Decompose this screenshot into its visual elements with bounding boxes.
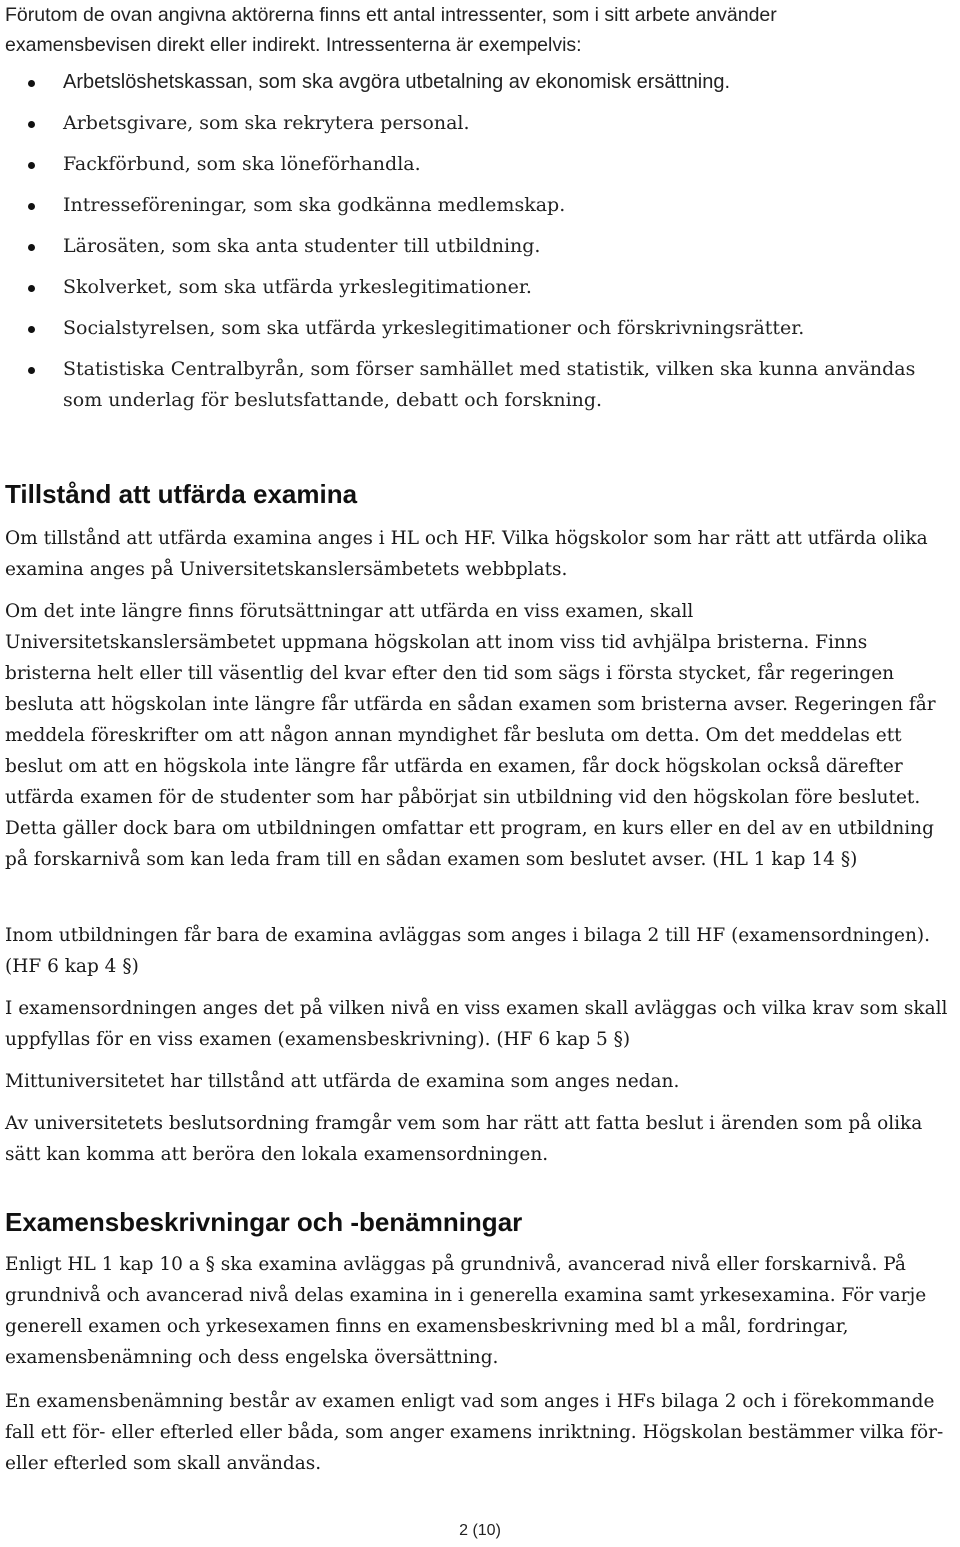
intro-line: Förutom de ovan angivna aktörerna finns ett antal intressenter, som i sitt arbete använder xyxy=(5,4,777,26)
bullet-icon xyxy=(28,326,35,333)
bullet-icon xyxy=(28,285,35,292)
body-paragraph: I examensordningen anges det på vilken nivå en viss examen skall avläggas och vilka krav som skall uppfyllas för en viss examen (examensbeskrivning). (HF 6 kap 5 §) xyxy=(5,998,948,1050)
section-heading: Tillstånd att utfärda examina xyxy=(5,479,358,509)
bullet-icon xyxy=(28,367,35,374)
body-paragraph: Om tillstånd att utfärda examina anges i HL och HF. Vilka högskolor som har rätt att utfärda olika examina anges på Universitetskanslersämbetets webbplats. xyxy=(5,528,928,580)
list-item: Arbetslöshetskassan, som ska avgöra utbetalning av ekonomisk ersättning. xyxy=(0,67,960,98)
body-paragraph: Mittuniversitetet har tillstånd att utfärda de examina som anges nedan. xyxy=(5,1071,680,1092)
list-item: Lärosäten, som ska anta studenter till utbildning. xyxy=(0,231,960,262)
list-item: Arbetsgivare, som ska rekrytera personal. xyxy=(0,108,960,139)
list-item: Statistiska Centralbyrån, som förser samhället med statistik, vilken ska kunna användas som underlag för beslutsfattande, debatt och forskning. xyxy=(0,354,960,416)
body-paragraph: En examensbenämning består av examen enligt vad som anges i HFs bilaga 2 och i förekommande fall ett för- eller efterled eller båda, som anger examens inriktning. Högskolan bestämmer vilka för- eller efterled som skall användas. xyxy=(5,1391,944,1474)
body-paragraph: Enligt HL 1 kap 10 a § ska examina avläggas på grundnivå, avancerad nivå eller forskarnivå. På grundnivå och avancerad nivå delas examina in i generella examina samt yrkesexamina. För varje generell examen och yrkesexamen finns en examensbeskrivning med bl a mål, fordringar, examensbenämning och dess engelska översättning. xyxy=(5,1254,927,1368)
body-paragraph: Av universitetets beslutsordning framgår vem som har rätt att fatta beslut i ärenden som på olika sätt kan komma att beröra den lokala examensordningen. xyxy=(5,1113,923,1165)
list-item: Skolverket, som ska utfärda yrkeslegitimationer. xyxy=(0,272,960,303)
body-paragraph: Om det inte längre finns förutsättningar att utfärda en viss examen, skall Universitetskanslersämbetet uppmana högskolan att inom viss tid avhjälpa bristerna. Finns bristerna helt eller till väsentlig del kvar efter den tid som sägs i första stycket, får regeringen besluta att högskolan inte längre får utfärda en sådan examen som bristerna avser. Regeringen får meddela föreskrifter om att någon annan myndighet får besluta om detta. Om det meddelas ett beslut om att en högskola inte längre får utfärda en examen, får dock högskolan också därefter utfärda examen för de studenter som har påbörjat sin utbildning vid den högskolan före beslutet. Detta gäller dock bara om utbildningen omfattar ett program, en kurs eller en del av en utbildning på forskarnivå som kan leda fram till en sådan examen som beslutet avser. (HL 1 kap 14 §) xyxy=(5,601,936,870)
list-item: Fackförbund, som ska löneförhandla. xyxy=(0,149,960,180)
intro-paragraph xyxy=(5,0,957,60)
section-heading: Examensbeskrivningar och -benämningar xyxy=(5,1207,523,1237)
intro-line: examensbevisen direkt eller indirekt. Intressenterna är exempelvis: xyxy=(5,34,582,56)
stakeholder-list xyxy=(0,67,960,426)
body-paragraph: Inom utbildningen får bara de examina avläggas som anges i bilaga 2 till HF (examensordningen). (HF 6 kap 4 §) xyxy=(5,925,930,977)
list-item: Intresseföreningar, som ska godkänna medlemskap. xyxy=(0,190,960,221)
bullet-icon xyxy=(28,121,35,128)
bullet-icon xyxy=(28,80,35,87)
bullet-icon xyxy=(28,244,35,251)
bullet-icon xyxy=(28,203,35,210)
list-item: Socialstyrelsen, som ska utfärda yrkeslegitimationer och förskrivningsrätter. xyxy=(0,313,960,344)
page-number: 2 (10) xyxy=(459,1522,501,1539)
bullet-icon xyxy=(28,162,35,169)
